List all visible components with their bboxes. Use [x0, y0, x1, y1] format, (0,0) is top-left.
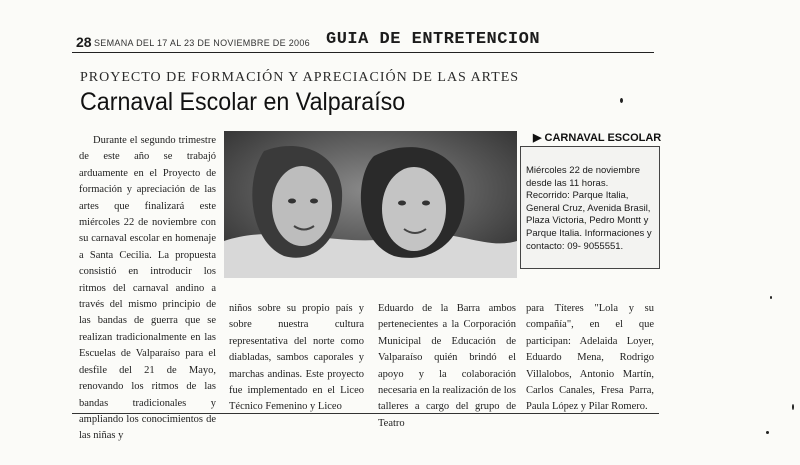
article-column-2 [229, 301, 364, 416]
column-text: Durante el segundo trimestre de este año se trabajó arduamente en el Proyecto de formación y apreciación de las artes que finalizará este miércoles 22 de noviembre con su carnaval escolar en homenaje a Santa Cecilia. La propuesta consistió en introducir los ritmos del carnaval andino a través del mismo principio de las bandas de guerra que se realizan tradicionalmente en las Escuelas de Valparaíso para el desfile del 21 de Mayo, renovando los ritmos de las bandas tradicionales y ampliando los conocimientos de las niñas y [79, 135, 216, 442]
column-text: Eduardo de la Barra ambos pertenecientes a la Corporación Municipal de Educación de Valparaíso quién brindó el apoyo y la colaboración necesaria en la realización de los talleres a cargo del grupo de Teatro [378, 303, 516, 429]
section-title: GUIA DE ENTRETENCION [326, 30, 541, 49]
header-divider [72, 52, 654, 53]
sidebar-heading [533, 131, 661, 144]
scan-speck [620, 98, 623, 103]
article-column-4 [526, 301, 654, 416]
bottom-divider [72, 413, 659, 414]
page-number: 28 [76, 34, 92, 50]
sidebar-heading-text: CARNAVAL ESCOLAR [544, 132, 662, 144]
two-girls-photo [224, 131, 517, 278]
scan-speck [792, 404, 794, 410]
column-text: niños sobre su propio país y sobre nuestra cultura representativa del norte como diabladas, sambos caporales y marchas andinas. Este proyecto fue implementado en el Liceo Técnico Femenino y Liceo [229, 303, 364, 413]
scan-speck [766, 431, 769, 434]
issue-date: SEMANA DEL 17 AL 23 DE NOVIEMBRE DE 2006 [94, 38, 310, 48]
article-photo [224, 131, 517, 278]
scan-speck [770, 296, 772, 299]
article-kicker: PROYECTO DE FORMACIÓN Y APRECIACIÓN DE LAS ARTES [80, 70, 520, 85]
article-headline: Carnaval Escolar en Valparaíso [80, 88, 406, 116]
triangle-right-icon: ▶ [533, 132, 542, 144]
article-column-1 [79, 133, 216, 445]
sidebar-body: Miércoles 22 de noviembre desde las 11 horas. Recorrido: Parque Italia, General Cruz, Avenida Brasil, Plaza Victoria, Pedro Montt y Parque Italia. Informaciones y contacto: 09- 9055551. [526, 165, 652, 252]
column-text: para Títeres "Lola y su compañía", en el que participan: Adelaida Loyer, Eduardo Mena, Rodrigo Villalobos, Antonio Martín, Carlos Canales, Fresa Parra, Paula López y Pilar Romero. [526, 303, 654, 413]
